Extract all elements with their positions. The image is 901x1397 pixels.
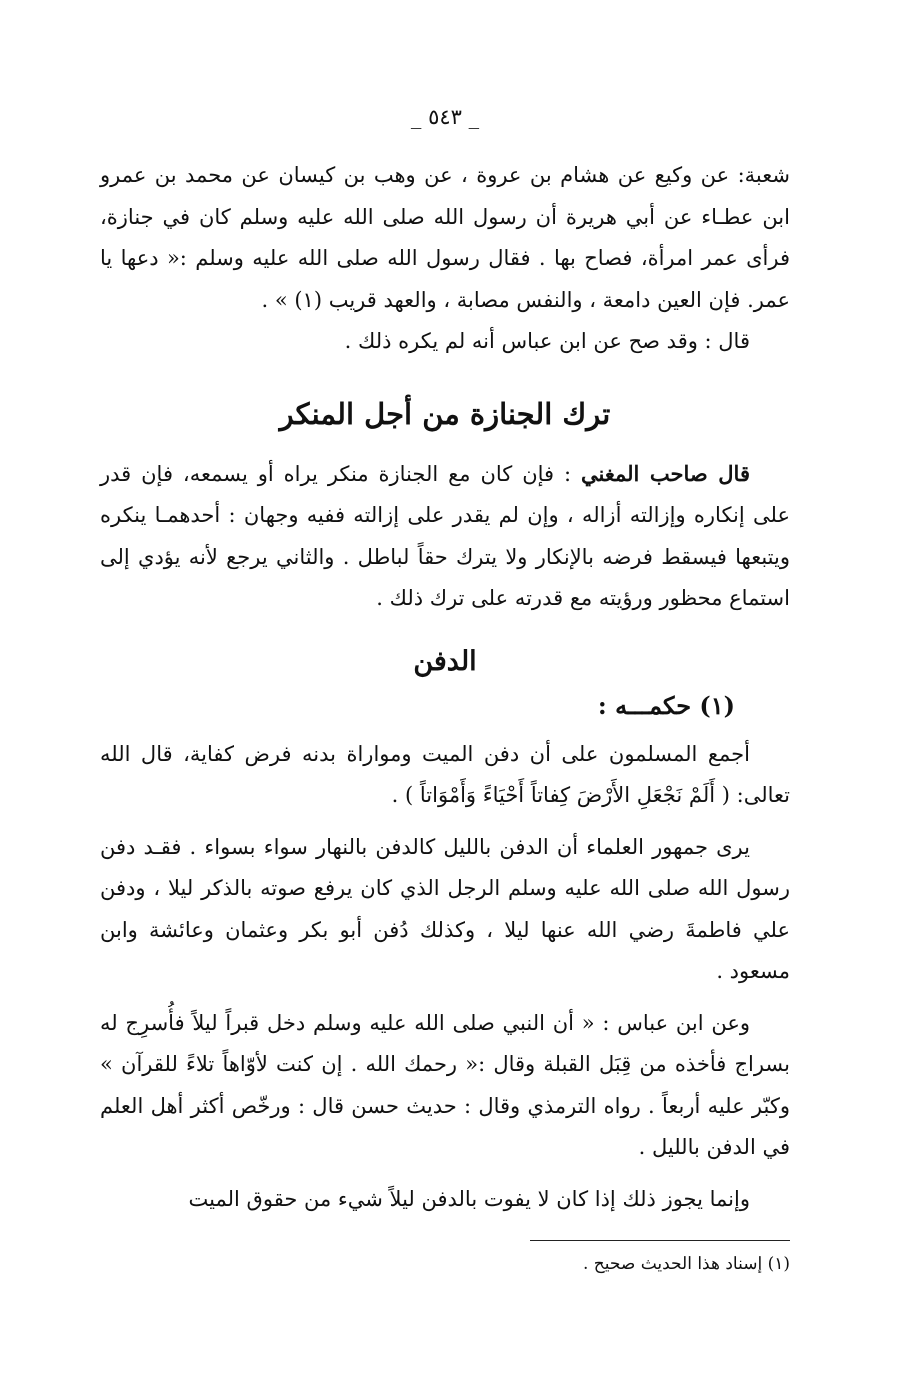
subheading-ruling: (١) حكمـــه : [597, 690, 735, 720]
footnote-divider [530, 1240, 790, 1241]
mughni-text: : فإن كان مع الجنازة منكر يراه أو يسمعه، فإن قدر على إنكاره وإزالته أزاله ، وإن لم يقدر على إزالته ففيه وجهان : أحدهمـا ينكره ويتبعها فيسقط فرضه بالإنكار ولا يترك حقاً لباطل . والثاني يرجع لأنه يؤدي إلى استماع محظور ورؤيته مع قدرته على ترك ذلك . [100, 461, 790, 610]
paragraph-mughni [100, 453, 790, 620]
page-number: _ ٥٤٣ _ [410, 105, 480, 129]
paragraph-burial-obligation: أجمع المسلمون على أن دفن الميت ومواراة بدنه فرض كفاية، قال الله تعالى: ( أَلَمْ نَجْعَلِ الأَرْضَ كِفاتاً أَحْيَاءً وَأَمْوَاتاً ) . [100, 741, 790, 807]
paragraph-ibn-abbas-note: قال : وقد صح عن ابن عباس أنه لم يكره ذلك . [344, 329, 750, 353]
paragraph-ibn-abbas-hadith: وعن ابن عباس : « أن النبي صلى الله عليه وسلم دخل قبراً ليلاً فأُسرِج له بسراج فأخذه من قِبَل القبلة وقال :« رحمك الله . إن كنت لأوّاهاً تلاءً للقرآن » وكبّر عليه أربعاً . رواه الترمذي وقال : حديث حسن قال : ورخّص أكثر أهل العلم في الدفن بالليل . [100, 1010, 790, 1159]
paragraph-night-burial: يرى جمهور العلماء أن الدفن بالليل كالدفن بالنهار سواء بسواء . فقـد دفن رسول الله صلى الله عليه وسلم الرجل الذي كان يرفع صوته بالذكر ليلا ، ودفن علي فاطمةَ رضي الله عنها ليلا ، وكذلك دُفن أبو بكر وعثمان وعائشة وابن مسعود . [100, 834, 790, 983]
paragraph-hadith-umar: شعبة: عن وكيع عن هشام بن عروة ، عن وهب بن كيسان عن محمد بن عمرو ابن عطـاء عن أبي هريرة أن رسول الله صلى الله عليه وسلم كان في جنازة، فرأى عمر امرأة، فصاح بها . فقال رسول الله صلى الله عليه وسلم :« دعها يا عمر. فإن العين دامعة ، والنفس مصابة ، والعهد قريب (١) » . [100, 163, 790, 312]
section-heading-burial: الدفن [413, 645, 477, 677]
footnote: (١) إسناد هذا الحديث صحيح . [582, 1254, 790, 1274]
mughni-lead: قال صاحب المغني [581, 460, 750, 486]
paragraph-condition: وإنما يجوز ذلك إذا كان لا يفوت بالدفن ليلاً شيء من حقوق الميت [188, 1186, 750, 1211]
page-body [100, 105, 790, 1220]
section-heading-leaving-funeral: ترك الجنازة من أجل المنكر [279, 396, 611, 431]
